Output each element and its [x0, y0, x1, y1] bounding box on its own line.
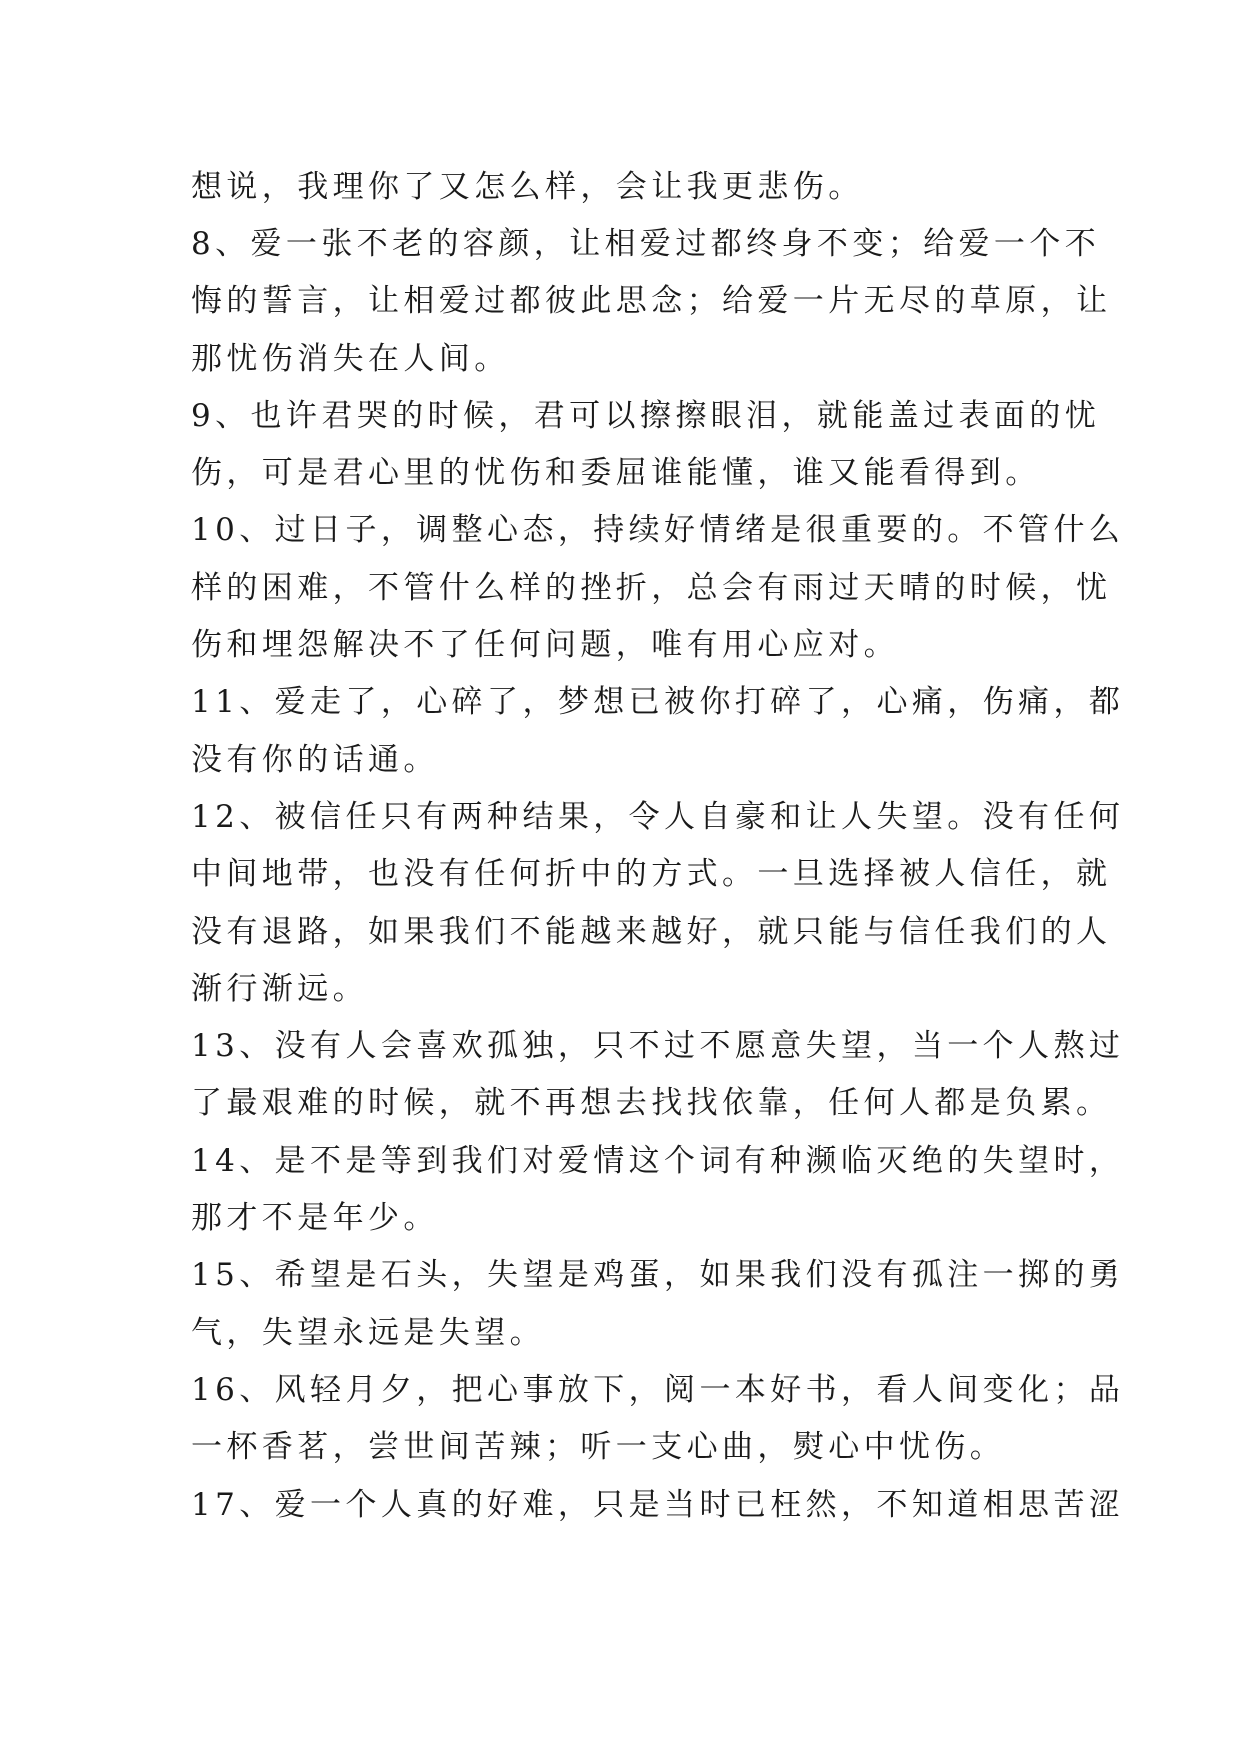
text-line: 伤，可是君心里的忧伤和委屈谁能懂，谁又能看得到。 — [191, 455, 1041, 491]
text-line: 没有退路，如果我们不能越来越好，就只能与信任我们的人 — [191, 914, 1112, 950]
text-line: 8、爱一张不老的容颜，让相爱过都终身不变；给爱一个不 — [191, 226, 1101, 262]
text-line: 伤和埋怨解决不了任何问题，唯有用心应对。 — [191, 627, 899, 663]
text-line: 14、是不是等到我们对爱情这个词有种濒临灭绝的失望时， — [191, 1143, 1125, 1179]
text-line: 9、也许君哭的时候，君可以擦擦眼泪，就能盖过表面的忧 — [191, 398, 1101, 434]
text-line: 悔的誓言，让相爱过都彼此思念；给爱一片无尽的草原，让 — [191, 283, 1112, 319]
text-line: 气，失望永远是失望。 — [191, 1315, 545, 1351]
text-line: 那忧伤消失在人间。 — [191, 341, 510, 377]
text-line: 样的困难，不管什么样的挫折，总会有雨过天晴的时候，忧 — [191, 570, 1112, 606]
text-line: 11、爱走了，心碎了，梦想已被你打碎了，心痛，伤痛，都 — [191, 684, 1125, 720]
text-line: 中间地带，也没有任何折中的方式。一旦选择被人信任，就 — [191, 856, 1112, 892]
text-line: 没有你的话通。 — [191, 742, 439, 778]
text-line: 了最艰难的时候，就不再想去找找依靠，任何人都是负累。 — [191, 1085, 1112, 1121]
text-line: 一杯香茗，尝世间苦辣；听一支心曲，熨心中忧伤。 — [191, 1429, 1006, 1465]
text-line: 15、希望是石头，失望是鸡蛋，如果我们没有孤注一掷的勇 — [191, 1257, 1125, 1293]
text-line: 想说，我理你了又怎么样，会让我更悲伤。 — [191, 169, 864, 205]
text-line: 10、过日子，调整心态，持续好情绪是很重要的。不管什么 — [191, 512, 1125, 548]
text-line: 16、风轻月夕，把心事放下，阅一本好书，看人间变化；品 — [191, 1372, 1125, 1408]
text-line: 渐行渐远。 — [191, 971, 368, 1007]
text-line: 那才不是年少。 — [191, 1200, 439, 1236]
text-line: 12、被信任只有两种结果，令人自豪和让人失望。没有任何 — [191, 799, 1125, 835]
text-line: 13、没有人会喜欢孤独，只不过不愿意失望，当一个人熬过 — [191, 1028, 1125, 1064]
text-line: 17、爱一个人真的好难，只是当时已枉然，不知道相思苦涩 — [191, 1487, 1125, 1523]
